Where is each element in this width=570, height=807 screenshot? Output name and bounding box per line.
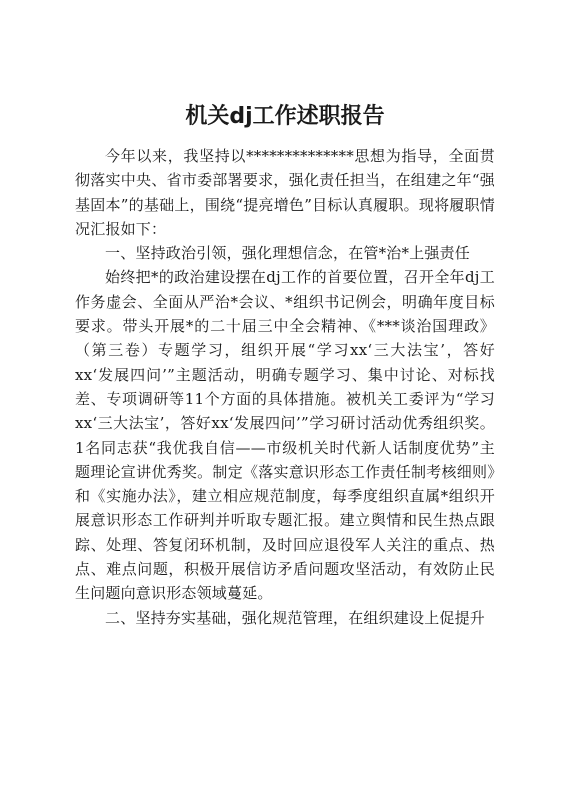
section-2-heading: 二、坚持夯实基础，强化规范管理，在组织建设上促提升 [105, 608, 486, 627]
section-1-heading: 一、坚持政治引领，强化理想信念，在管*治*上强责任 [105, 244, 471, 263]
document-body [75, 144, 495, 630]
section-1-paragraph: 始终把*的政治建设摆在dj工作的首要位置，召开全年dj工作务虚会、全面从严治*会议、*组织书记例会，明确年度目标要求。带头开展*的二十届三中全会精神、《***谈治国理政》（第三卷）专题学习，组织开展“学习xx‘三大法宝’，答好xx‘发展四问’”主题活动，明确专题学习、集中讨论、对标找差、专项调研等11个方面的具体措施。被机关工委评为“学习xx‘三大法宝’，答好xx‘发展四问’”学习研讨活动优秀组织奖。1名同志获“我优我自信——市级机关时代新人话制度优势”主题理论宣讲优秀奖。制定《落实意识形态工作责任制考核细则》和《实施办法》，建立相应规范制度，每季度组织直属*组织开展意识形态工作研判并听取专题汇报。建立舆情和民生热点跟踪、处理、答复闭环机制，及时回应退役军人关注的重点、热点、难点问题，积极开展信访矛盾问题攻坚活动，有效防止民生问题向意识形态领域蔓延。 [75, 268, 495, 603]
document-title: 机关dj工作述职报告 [185, 104, 385, 129]
intro-paragraph: 今年以来，我坚持以**************思想为指导，全面贯彻落实中央、省市委部署要求，强化责任担当，在组建之年“强基固本”的基础上，围绕“提亮增色”目标认真履职。现将履职情况汇报如下： [75, 147, 495, 238]
